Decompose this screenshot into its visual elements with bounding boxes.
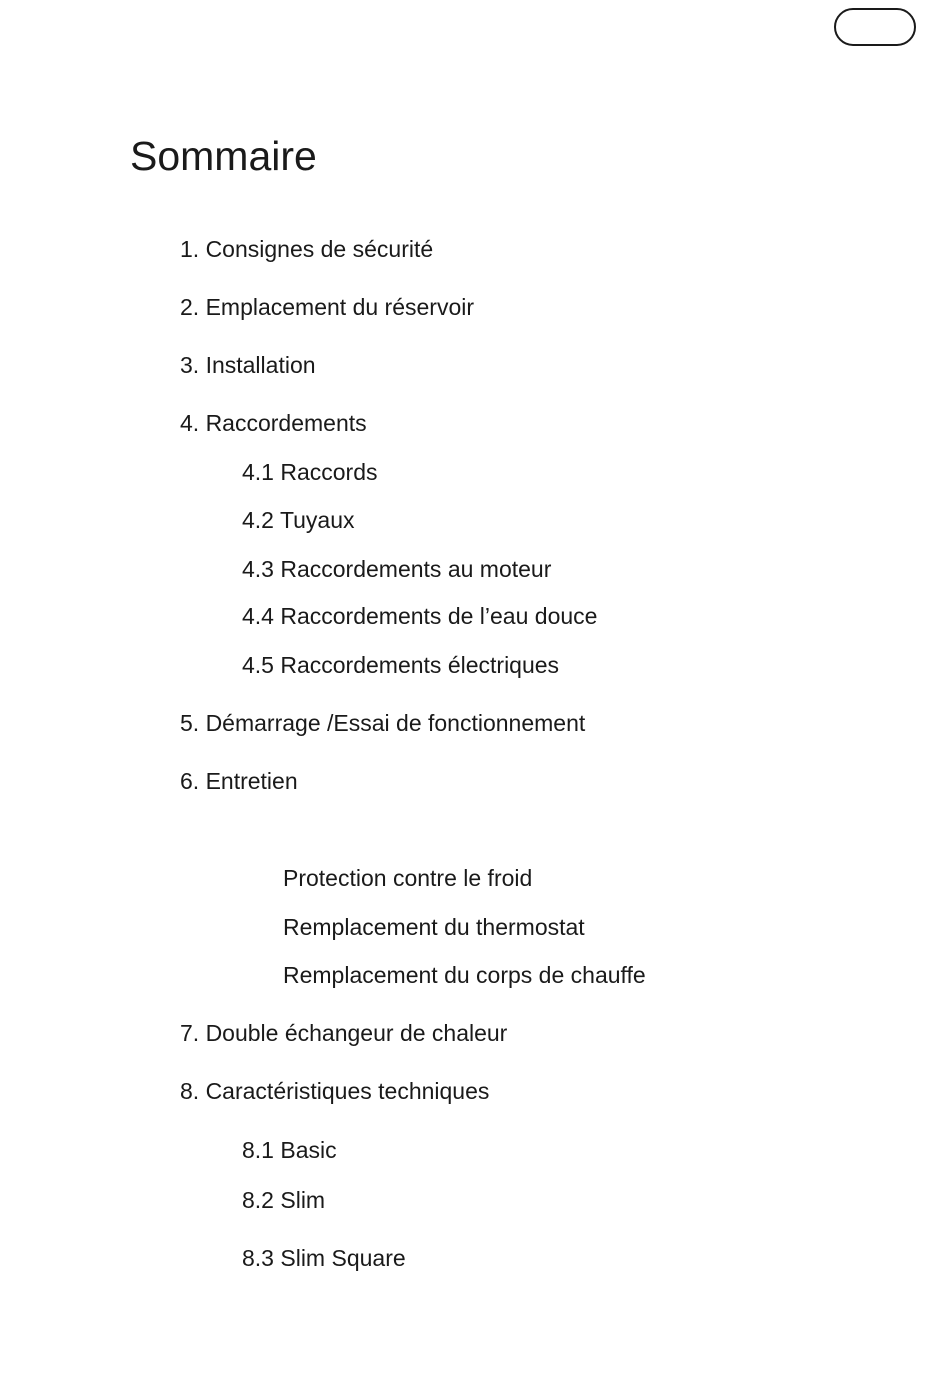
toc-entry-6-frost-protection[interactable]: Protection contre le froid bbox=[283, 865, 533, 891]
toc-entry-6[interactable]: 6. Entretien bbox=[180, 768, 298, 794]
page-title: Sommaire bbox=[130, 133, 317, 179]
toc-entry-8[interactable]: 8. Caractéristiques techniques bbox=[180, 1078, 490, 1104]
toc-entry-8-1[interactable]: 8.1 Basic bbox=[242, 1137, 337, 1163]
toc-entry-8-3[interactable]: 8.3 Slim Square bbox=[242, 1245, 406, 1271]
toc-entry-7[interactable]: 7. Double échangeur de chaleur bbox=[180, 1020, 508, 1046]
toc-entry-4-1[interactable]: 4.1 Raccords bbox=[242, 459, 378, 485]
toc-entry-4-5[interactable]: 4.5 Raccordements électriques bbox=[242, 652, 560, 678]
toc-entry-3[interactable]: 3. Installation bbox=[180, 352, 316, 378]
toc-entry-6-thermostat-replacement[interactable]: Remplacement du thermostat bbox=[283, 914, 585, 940]
toc-entry-1[interactable]: 1. Consignes de sécurité bbox=[180, 236, 434, 262]
toc-entry-5[interactable]: 5. Démarrage /Essai de fonctionnement bbox=[180, 710, 586, 736]
toc-entry-4-4[interactable]: 4.4 Raccordements de l’eau douce bbox=[242, 603, 598, 629]
toc-entry-2[interactable]: 2. Emplacement du réservoir bbox=[180, 294, 475, 320]
toc-entry-6-heater-replacement[interactable]: Remplacement du corps de chauffe bbox=[283, 962, 646, 988]
toc-entry-4[interactable]: 4. Raccordements bbox=[180, 410, 367, 436]
page-number-tab bbox=[834, 8, 916, 46]
toc-entry-4-3[interactable]: 4.3 Raccordements au moteur bbox=[242, 556, 552, 582]
toc-entry-4-2[interactable]: 4.2 Tuyaux bbox=[242, 507, 355, 533]
toc-entry-8-2[interactable]: 8.2 Slim bbox=[242, 1187, 326, 1213]
